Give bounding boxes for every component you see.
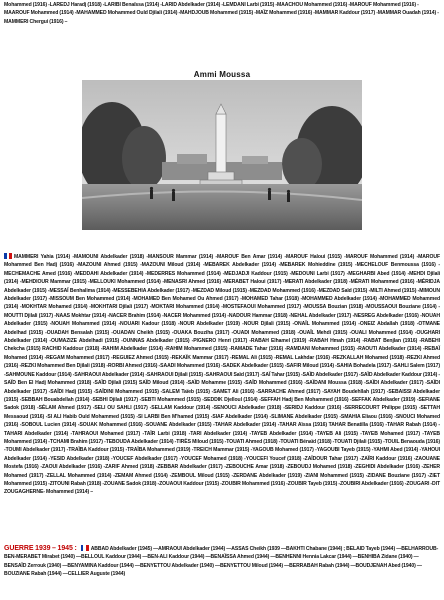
names-list-top: Mohammed (1916) -LAREDJ Haradj (1918) -LARIBI Benaïssa (1914) -LARID Abdelkader (1914) -LEMDANI Larbi (1915) -MAACHOU Mohammed (1916) -MAROUF Mohammed (1916) -MAAROUF Mohammed (1914) -MAHAMMED Mohammed Ould Djilali (1914) -MAHDJOUB Mohammed (1915) -MAÏZ Mohammed (1916) -MAMMAR Kaddour (1917) -MAMMAR Ouadah (1914) -MAMMERI Chergui (1916) – <box>4 2 439 25</box>
names-list-main-text: MAMMERI Yahia (1914) -MAMOUNI Abdelkader (1918) -MANSOUR Mammar (1914) -MAROUF Ben Amar (1914) -MAROUF Haloui (1915) -MAROUF Mohammed (1914) -MAROUF Mohammed Ben Hadj (1916) -MAZOUNI Ahmed (1915) -MAZOUNI Miloud (1914) -MEBAREK Abdelkader (1914) -MEBAREK Mohieddine (1915) -MECHELOUF Benmoussa (1916) -MECHEMACHE Amed (1916) -MEDDAHI Abdelkader (1914) -MEDERRES Mohammed (1914) -MEDJADJI Kaddour (1915) -MEDOUNI Larbi (1917) -MEGHARBI Abed (1914) -MEHDI Djilali (1914) -MEHDIOUR Mammar (1915) -MELLOUKI Mohammed (1914) -MENASRI Ahmed (1916) -MERABET Haloui (1917) -MERATI Abdelkader (1918) -MÉRATI Mohammed (1916) -MÉRIDJA Abdelkader (1915) -MESSAÏ Benhalima (1914) -MESSEBEHIA Abdelkader (1917) -MEZDAD Miloud (1915) -MEZDAD Mohammed (1916) -MEZDAD Saïd (1915) -MILTI Ahmed (1915) -MIMOUN Abdelkader (1917) -MISSOUM Ben Mohammed (1914) -MOHAMED Ben Mohamed Ou Ahmed (1917) -MOHAMED Tahar (1918) -MOHAMMED Abdelkader (1914) -MOHAMMED Mohammed (1914) -MOKHTAR Mohamed (1914) -MOKHTARI Djilali (1917) -MOKTARI Mohammed (1914) -MOSTEFAOUI Mohammed (1917) -MOUSSA Bouzian (1918) -MOUSSAOUI Bouziane (1914) -MOUTTI Djilali (1917) -NAAS Mokhtar (1914) -NACER Brahim (1914) -NACER Mohammed (1914) -NADOUR Hammar (1918) -NEHAL Abdelkader (1917) -NESREG Abdelkader (1916) -NOUAH Abdelkader (1915) -NOUAH Mohammed (1914) -NOUARI Kadour (1918) -NOUR Abdelkader (1919) -NOUR Djilali (1915) -ONAÏL Mohammed (1914) -ONEIZ Abdallah (1918) -OTMANE Abdelhad (1915) -OUADAH Bensalah (1915) -OUADAN Cheikh (1915) -OUAKA Bouziha (1917) -OUADI Mohammed (1918) -OUAÏL Mehdi (1915) -OUALI Mohammed (1914) -OUGHARI Abdelkader (1914) -OUMAZIZE Abdelhadi (1915) -OUNNAS Abdelkader (1915) -PIGNERO Henri (1917) -RABAH Elhamel (1919) -RABAH Hmah (1914) -RABAT Benjlan (1916) -RABEHI Chekcha (1915) RACHID Kaddour (1918) -RAHIM Abdelkader (1914) -RAHIM Mohammed (1915) -RAMADE Tahar (1916) -RAMDANI Mohammed (1915) -RAOUTI Abdelkader (1914) -REBAÏ Mohamed (1914) -REGAM Mohammed (1917) -REGUIEZ Ahmed (1915) -REKAÏK Mammar (1917) -REMAL Ali (1915) -REMAL Lakhdar (1916) -REZKALLAH Mohamed (1918) -REZKI Ahmed (1916) -REZKI Mohammed Ben Djilali (1918) -RORBI Ahmed (1916) -SAADI Mohammed (1916) -SADEK Abdelkader (1915) -SAFIR Miloud (1914) -SAHIA Bohadela (1917) -SAHLI Salem (1917) -SAHMOUNE Kaddour (1914) -SAHRAOUI Abdelkader (1914) -SAHRAOUI Djilali (1915) -SAHRAOUI Saïd (1917) -SAÏ Tahar (1915) -SAÏD Abdelkader (1917) -SAÏD Abdelkader Kaddour (1914) -SAÏD Ben El Hadj Mohammed (1918) -SAÏD Djilali (1915) SAÏD Miloud (1914) -SAÏD Mohamme (1915) -SAÏD Mohammed (1916) -SAÏDANI Moussa (1918) -SAÏDI Abdelkader (1917) -SAÏDI Abdelkader (1917) -SAÏDI Hadj (1915) -SAÏDINI Mohammed (1915) -SALEM Taïeb (1915) -SAMET Ali (1916) -SARRACHE Ahmed (1917) -SAYAH Boudehllah (1917) -SEBAISSI Abdelkader (1915) -SEBBAH Bouabdellah (1914) -SEBHI Djilali (1917) -SEBTI Mohammed (1915) -SEDDIK Djelloul (1914) -SEFFAH Hadj Ben Mohammed (1916) -SEFFAK Abdelkader (1919) -SEFIANE Sadok (1918) -SÉLAM Ahmed (1917) -SELI OU SAHLI (1917) -SELLAM Kaddour (1914) -SENOUCI Abdelkader (1918) -SERIDJ Kaddour (1916) -SERRECOURT Philippe (1915) -SETTAH Messaoud (1916) -SI ALI Habib Ould Mohammed (1915) -SI LARBI Ben M'hamed (1915) -SIAF Abdelkader (1914) -SLIMANE Abdelkader (1915) -SMAHIA Eliaou (1916) -SNOUCI Mohamed (1916) -SOBOUL Lucien (1914) -SOUAK Mohammed (1916) -SOUANE Abdelkader (1915) -TAHAR Abdelkader (1914) -TAHAR Aïssa (1916) TAHAR Benatilla (1916) -TAHAR Rabah (1914) -TAHARI Abdelkader (1914) -TAHRAOUI Mohamed (1917) -TAÏR Larbi (1918) -TARI Abdelkader (1914) -TAYEB Abdelkader (1914) -TAYEB Ali (1915) -TAYEB Mohamed (1917) -TAYEB Mohammed (1914) -TCHAMI Brahim (1917) -TEBOUDA Abdelkader (1914) -TIRÈS Miloud (1915) -TOUATI Ahmed (1918) -TOUATI Bénaïd (1918) -TOUATI Djilali (1915) -TOUIL Benaouda (1916) -TOUMI Abdelkader (1917) -TRAÏBA Kaddour (1915) -TRAÏBA Mohammed (1919) -TREICH Mammar (1915) -YAGOUB Mohamed (1917) -YAGOUBI Tayeb (1915) -YAHMI Abed (1914) -YAHOUI Abdelkader (1914) -YESID Abdelkader (1918) -YOUCEF Abdelkader (1917) -YOUCEF Mohamed (1918) -YOUCEFI Youcef (1918) -ZAÏDOUR Tahar (1917) -ZAÏRI Kaddour (1916) -ZAOUANE Mostefa (1916) -ZAOUI Abdelkader (1916) -ZARIF Ahmed (1918) -ZEBBAR Abdelkader (1917) -ZEBOUCHE Amar (1918) -ZEBOUDJ Mohamed (1918) -ZEGHIDI Abdelkader (1916) -ZEHER Mohamed (1917) -ZELLAL Mohammed (1914) -ZEMAM Ahmed (1914) -ZEMBOUL Miloud (1915) -ZERDANE Abdelkader (1919) -ZIANI Mohammed (1915) -ZIDANE Bouziane (1917) -ZIET Mohammed (1915) -ZITOUNI Rabah (1918) -ZOUANE Sadok (1918) -ZOUAOUI Kaddour (1915) -ZOUBIR Mohammed (1916) -ZOUBIR Tayeb (1915) -ZOUBIRI Abdelkader (1916) -ZOUGARI -DIT ZOUGAGHERNE- Mohammed (1914) – <box>4 254 440 496</box>
french-flag-icon <box>4 253 12 259</box>
names-list-ww2-text: ABBAD Abdelkader (1945) —AMRAOUI Abdelkader (1944) —ASSAS Cheikh (1939 —BAKHTI Chabane (1944) ; BELAID Tayeb (1944) —BELHARROUB-BEN-MERABET Mirabet (1940) —BELLOUL Kaddour (1944) —BEN-ALI Kaddour (1944) —BENAÏSSA Ahmed (1944) —BENHENNI Hennia Lakcar (1944) —BENHIBA Zidane (1940) —BENSAÏD Zerrouk (1940) —BENYAMINA Kaddour (1944) —BENYETTOU Abdelkader (1940) —BENYETTOU Miloud (1944) —BERRABAH Rabah (1944) —BOUDJENAH Abed (1940) —BOUZIANE Rabah (1944) —CELLIER Auguste (1944) <box>4 546 439 578</box>
names-list-ww2 <box>4 545 440 579</box>
ww2-section-title: GUERRE 1939 – 1945 : <box>4 545 77 552</box>
memorial-photo <box>82 80 362 230</box>
names-list-main <box>4 253 440 497</box>
french-flag-icon <box>81 545 89 551</box>
memorial-photo-image <box>82 80 362 230</box>
photo-caption: Ammi Moussa <box>193 70 251 79</box>
